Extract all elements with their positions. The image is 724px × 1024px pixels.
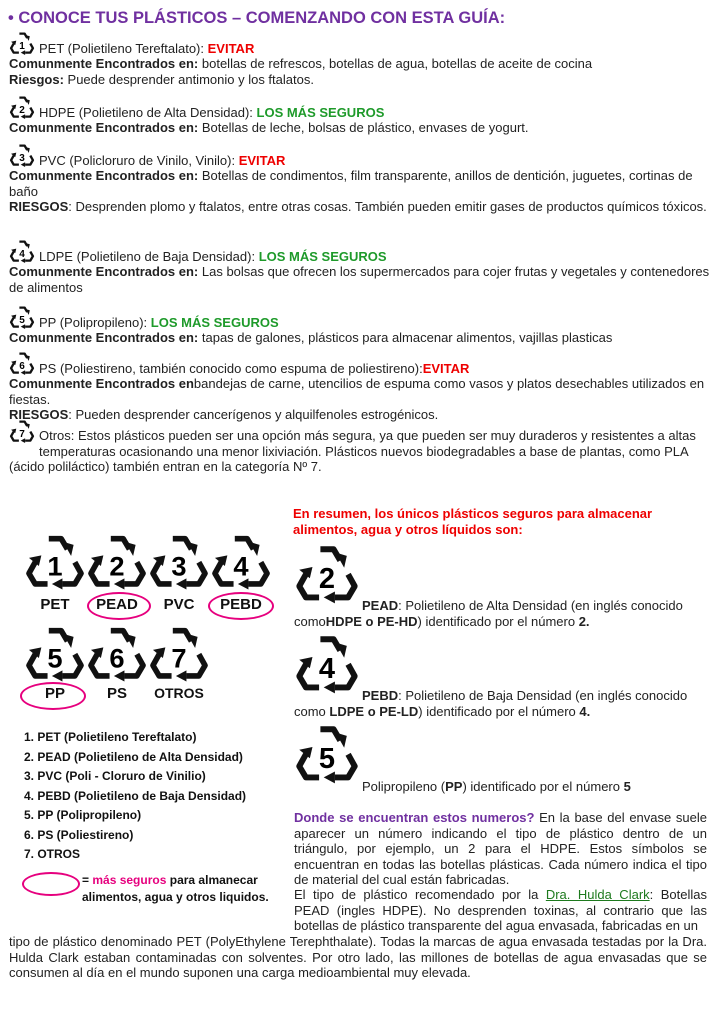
svg-text:2: 2 [19,105,25,116]
codes-list-item: 7. OTROS [24,847,81,861]
legend-note: = más seguros para almanecar alimentos, agua y otros liquidos. [82,873,269,904]
codes-list-item: 1. PET (Polietileno Tereftalato) [24,730,197,744]
recycle-5-icon [294,720,360,786]
verdict-label: EVITAR [422,360,470,376]
codes-list-item: 4. PEBD (Polietileno de Baja Densidad) [24,788,247,803]
found-label: Comunmente Encontrados en: [9,168,199,183]
entry-hdpe [9,94,714,136]
verdict-label: LOS MÁS SEGUROS [256,104,385,120]
risk-text: : Desprenden plomo y ftalatos, entre otras cosas. También pueden emitir gases de productos químicos tóxicos. [68,199,707,214]
recycle-2-icon [9,94,35,120]
svg-text:5: 5 [318,743,336,776]
svg-text:7: 7 [171,642,187,674]
svg-text:3: 3 [171,550,187,582]
risk-text: Puede desprender antimonio y los ftalatos. [67,71,314,87]
verdict-label: LOS MÁS SEGUROS [258,248,387,264]
found-label: Comunmente Encontrados en: [9,56,199,71]
codes-list-item: 6. PS (Poliestireno) [24,827,134,842]
safe-highlight-ellipse [20,682,86,710]
where-question: Donde se encuentran estos numeros? [294,810,535,825]
svg-text:5: 5 [19,315,25,326]
entry-name: PS (Poliestireno, también conocido como espuma de poliestireno): [39,360,423,376]
recycle-4-icon [9,238,35,264]
recycle-4-icon [294,630,360,696]
risk-label: RIESGOS [9,199,69,214]
found-label: Comunmente Encontrados en [9,376,194,391]
svg-text:6: 6 [109,642,125,674]
risk-text: : Pueden desprender cancerígenos y alquilfenoles estrogénicos. [68,407,439,422]
entry-pvc [9,142,714,215]
legend-ellipse [22,872,80,896]
grid-label-pp: PP [44,685,65,702]
grid-label-pead: PEAD [96,596,138,613]
codes-list-item: 5. PP (Polipropileno) [24,808,142,822]
risk-label: Riesgos: [9,71,64,87]
recycle-2-icon [294,540,360,606]
safe-highlight-ellipse [208,592,274,620]
grid-label-ps: PS [106,685,127,702]
grid-label-otros: OTROS [154,685,204,701]
page-title: • CONOCE TUS PLÁSTICOS – COMENZANDO CON ESTA GUÍA: [8,9,506,27]
codes-list-item: 2. PEAD (Polietileno de Alta Densidad) [24,749,243,764]
where-paragraph: Donde se encuentran estos numeros? En la base del envase suele aparecer un número indicando el tipo de plástico dentro de un triángulo, por ejemplo, un 2 para el HDPE. Estos símbolos se encuentran en todas las botellas plásticas. Cada número indica el tipo de material del cual están fabricadas. [294,810,707,887]
entry-name: PET (Polietileno Tereftalato): [39,40,204,56]
entry-ldpe [9,238,714,295]
entry-pp [9,304,714,346]
hulda-clark-link[interactable]: Dra. Hulda Clark [545,887,650,902]
summary-title: En resumen, los únicos plásticos seguros para almacenar alimentos, agua y otros líquidos son: [293,506,653,537]
recycle-1-icon [24,530,86,592]
svg-text:1: 1 [47,550,63,582]
recycle-3-icon [9,142,35,168]
recycle-2-icon [86,530,148,592]
svg-text:7: 7 [19,429,25,440]
grid-label-pvc: PVC [163,596,195,613]
found-text: bandejas de carne, utencilios de espuma como vasos y platos desechables utilizados en fiestas. [9,376,705,407]
entry-name: PVC (Policloruro de Vinilo, Vinilo): [39,152,236,168]
safe-item-pebd: PEBD: Polietileno de Baja Densidad (en inglés conocido como LDPE o PE-LD) identificado por el número 4. [294,688,688,719]
entry-otros [9,428,714,475]
svg-text:4: 4 [19,249,25,260]
svg-text:2: 2 [109,550,125,582]
risk-label: RIESGOS [9,407,69,422]
found-text: Botellas de leche, bolsas de plástico, envases de yogurt. [201,120,529,135]
svg-text:2: 2 [318,563,336,596]
recycle-6-icon [86,622,148,684]
recycle-7-icon [148,622,210,684]
verdict-label: EVITAR [207,40,255,56]
recycle-5-icon [24,622,86,684]
recycle-6-icon [9,350,35,376]
safe-highlight-ellipse [87,592,151,620]
entry-name: HDPE (Polietileno de Alta Densidad): [39,104,253,120]
entry-text: Otros: Estos plásticos pueden ser una opción más segura, ya que pueden ser muy duraderos y resistentes a altas temperaturas ocasionando una menor lixiviación. Plásticos nuevos biodegradables a base de plantas, como PLA (ácido poliláctico) también entran en la categoría Nº 7. [9,428,696,474]
codes-list-item: 3. PVC (Poli - Cloruro de Vinilio) [24,769,206,783]
recycle-3-icon [148,530,210,592]
grid-label-pebd: PEBD [220,596,262,613]
entry-name: LDPE (Polietileno de Baja Densidad): [39,248,256,264]
entry-pet [9,30,714,87]
closing-paragraph: tipo de plástico denominado PET (PolyEthylene Terephthalate). Todas la marcas de agua envasada testadas por la Dra. Hulda Clark estaban contaminadas con solventes. Por otro lado, las millones de botellas de agua envasadas que se consumen al día en el mundo suponen una carga medioambiental muy elevada. [9,934,707,980]
found-text: Botellas de condimentos, film transparente, anillos de dentición, juguetes, cortinas de baño [9,168,693,199]
found-text: botellas de refrescos, botellas de agua, botellas de aceite de cocina [201,56,593,71]
svg-text:1: 1 [19,41,25,52]
svg-text:4: 4 [233,550,249,582]
found-text: Las bolsas que ofrecen los supermercados para cojer frutas y vegetales y contenedores de alimentos [9,264,710,295]
recycle-4-icon [210,530,272,592]
entry-name: PP (Polipropileno): [39,314,148,330]
legend-safe-text: más seguros [92,873,167,887]
svg-text:3: 3 [19,153,25,164]
svg-text:4: 4 [318,653,336,686]
found-text: tapas de galones, plásticos para almacenar alimentos, vajillas plasticas [201,330,613,345]
recycle-7-icon [9,418,35,444]
recycle-1-icon [9,30,35,56]
entry-ps [9,350,714,423]
found-label: Comunmente Encontrados en: [9,120,199,135]
grid-label-pet: PET [40,596,70,613]
recycle-5-icon [9,304,35,330]
svg-text:5: 5 [47,642,63,674]
found-label: Comunmente Encontrados en: [9,330,199,345]
verdict-label: LOS MÁS SEGUROS [150,314,279,330]
recommendation-paragraph: El tipo de plástico recomendado por la Dra. Hulda Clark: Botellas PEAD (ingles HDPE). No desprenden toxinas, al contrario que las botellas de plástico transparente del agua envasada, fabricadas en un [294,887,707,933]
safe-item-pead: PEAD: Polietileno de Alta Densidad (en inglés conocido comoHDPE o PE-HD) identificado por el número 2. [294,598,683,629]
found-label: Comunmente Encontrados en: [9,264,199,279]
codes-list [24,728,246,865]
svg-text:6: 6 [19,361,25,372]
safe-item-pp: Polipropileno (PP) identificado por el número 5 [362,779,631,794]
verdict-label: EVITAR [238,152,286,168]
